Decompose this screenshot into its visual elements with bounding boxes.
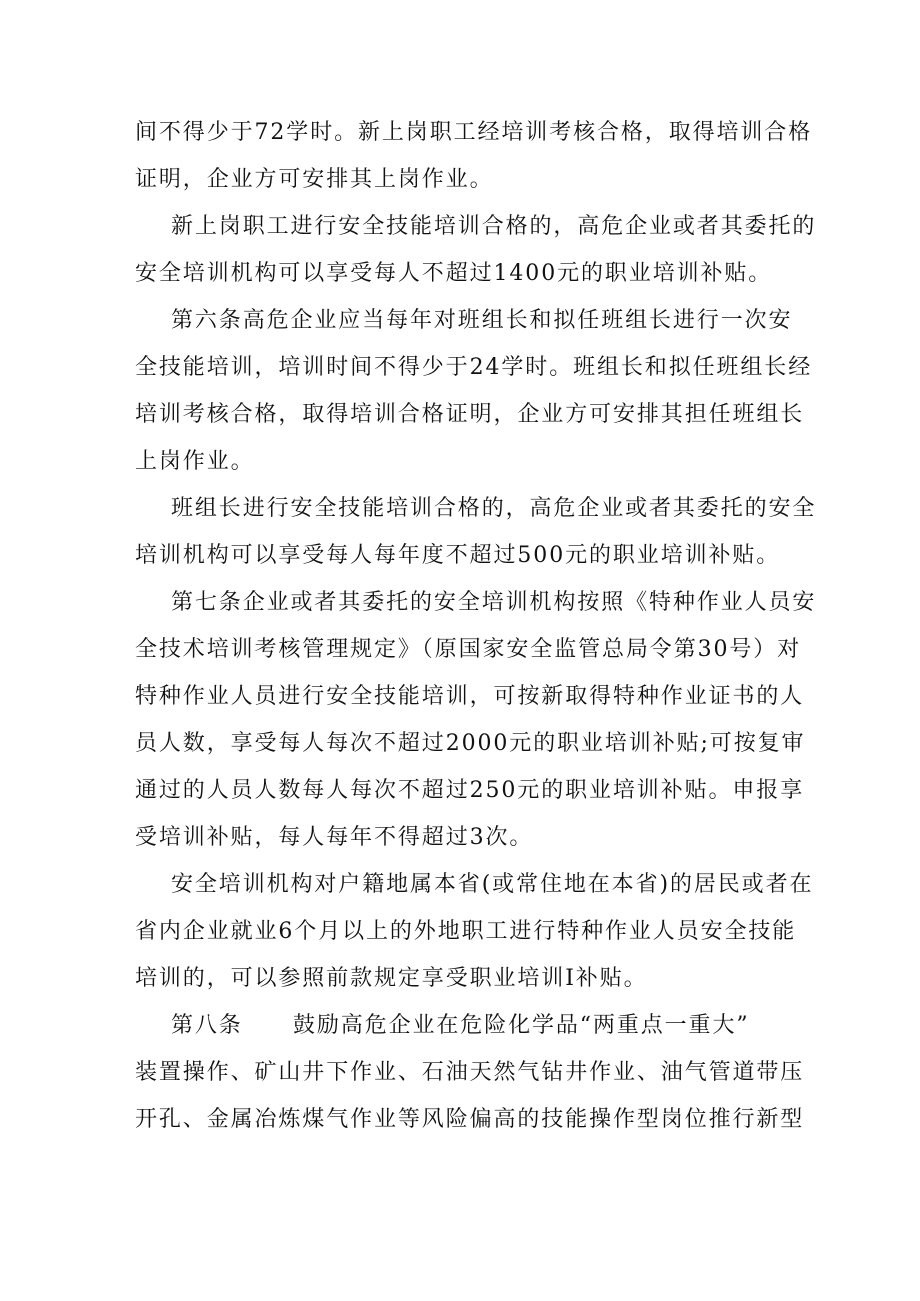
paragraph-team-leader-subsidy [135,485,817,579]
text-line: 第六条高危企业应当每年对班组长和拟任班组长进行一次安 [171,308,793,333]
article-label: 第八条 [171,1013,243,1038]
text-line: 培训机构可以享受每人每年度不超过500元的职业培训补贴。 [135,543,781,568]
text-line: 上岗作业。 [135,449,255,474]
article-8-first-line: 鼓励高危企业在危险化学品“两重点一重大” [293,1013,750,1038]
paragraph-article-6 [135,297,813,485]
text-line: 证明，企业方可安排其上岗作业。 [135,167,494,192]
text-line: 培训的，可以参照前款规定享受职业培训Ⅰ补贴。 [135,966,648,991]
text-line: 间不得少于72学时。新上岗职工经培训考核合格，取得培训合格 [135,120,813,145]
text-line: 全技能培训，培训时间不得少于24学时。班组长和拟任班组长经 [135,355,813,380]
paragraph-resident-training [135,861,814,1002]
text-line: 装置操作、矿山井下作业、石油天然气钻井作业、油气管道带压 [135,1060,805,1085]
text-line: 安全培训机构可以享受每人不超过1400元的职业培训补贴。 [135,261,773,286]
text-line: 员人数，享受每人每次不超过2000元的职业培训补贴;可按复审 [135,731,806,756]
paragraph-article-8 [135,1002,805,1143]
paragraph-new-staff-subsidy [135,203,817,297]
text-line: 开孔、金属冶炼煤气作业等风险偏高的技能操作型岗位推行新型 [135,1107,805,1132]
text-line: 安全培训机构对户籍地属本省(或常住地在本省)的居民或者在 [171,872,814,897]
document-body [135,109,817,1143]
text-line [135,1002,790,1049]
text-line: 培训考核合格，取得培训合格证明，企业方可安排其担任班组长 [135,402,805,427]
text-line: 新上岗职工进行安全技能培训合格的，高危企业或者其委托的 [171,214,817,239]
text-line: 特种作业人员进行安全技能培训，可按新取得特种作业证书的人 [135,684,805,709]
paragraph-article-7 [135,579,817,861]
text-line: 第七条企业或者其委托的安全培训机构按照《特种作业人员安 [171,590,817,615]
text-line: 全技术培训考核管理规定》（原国家安全监管总局令第30号）对 [135,637,802,662]
text-line: 受培训补贴，每人每年不得超过3次。 [135,825,534,850]
text-line: 省内企业就业6个月以上的外地职工进行特种作业人员安全技能 [135,919,797,944]
text-line: 通过的人员人数每人每次不超过250元的职业培训补贴。申报享 [135,778,805,803]
paragraph-training-hours [135,109,813,203]
text-line: 班组长进行安全技能培训合格的，高危企业或者其委托的安全 [171,496,817,521]
